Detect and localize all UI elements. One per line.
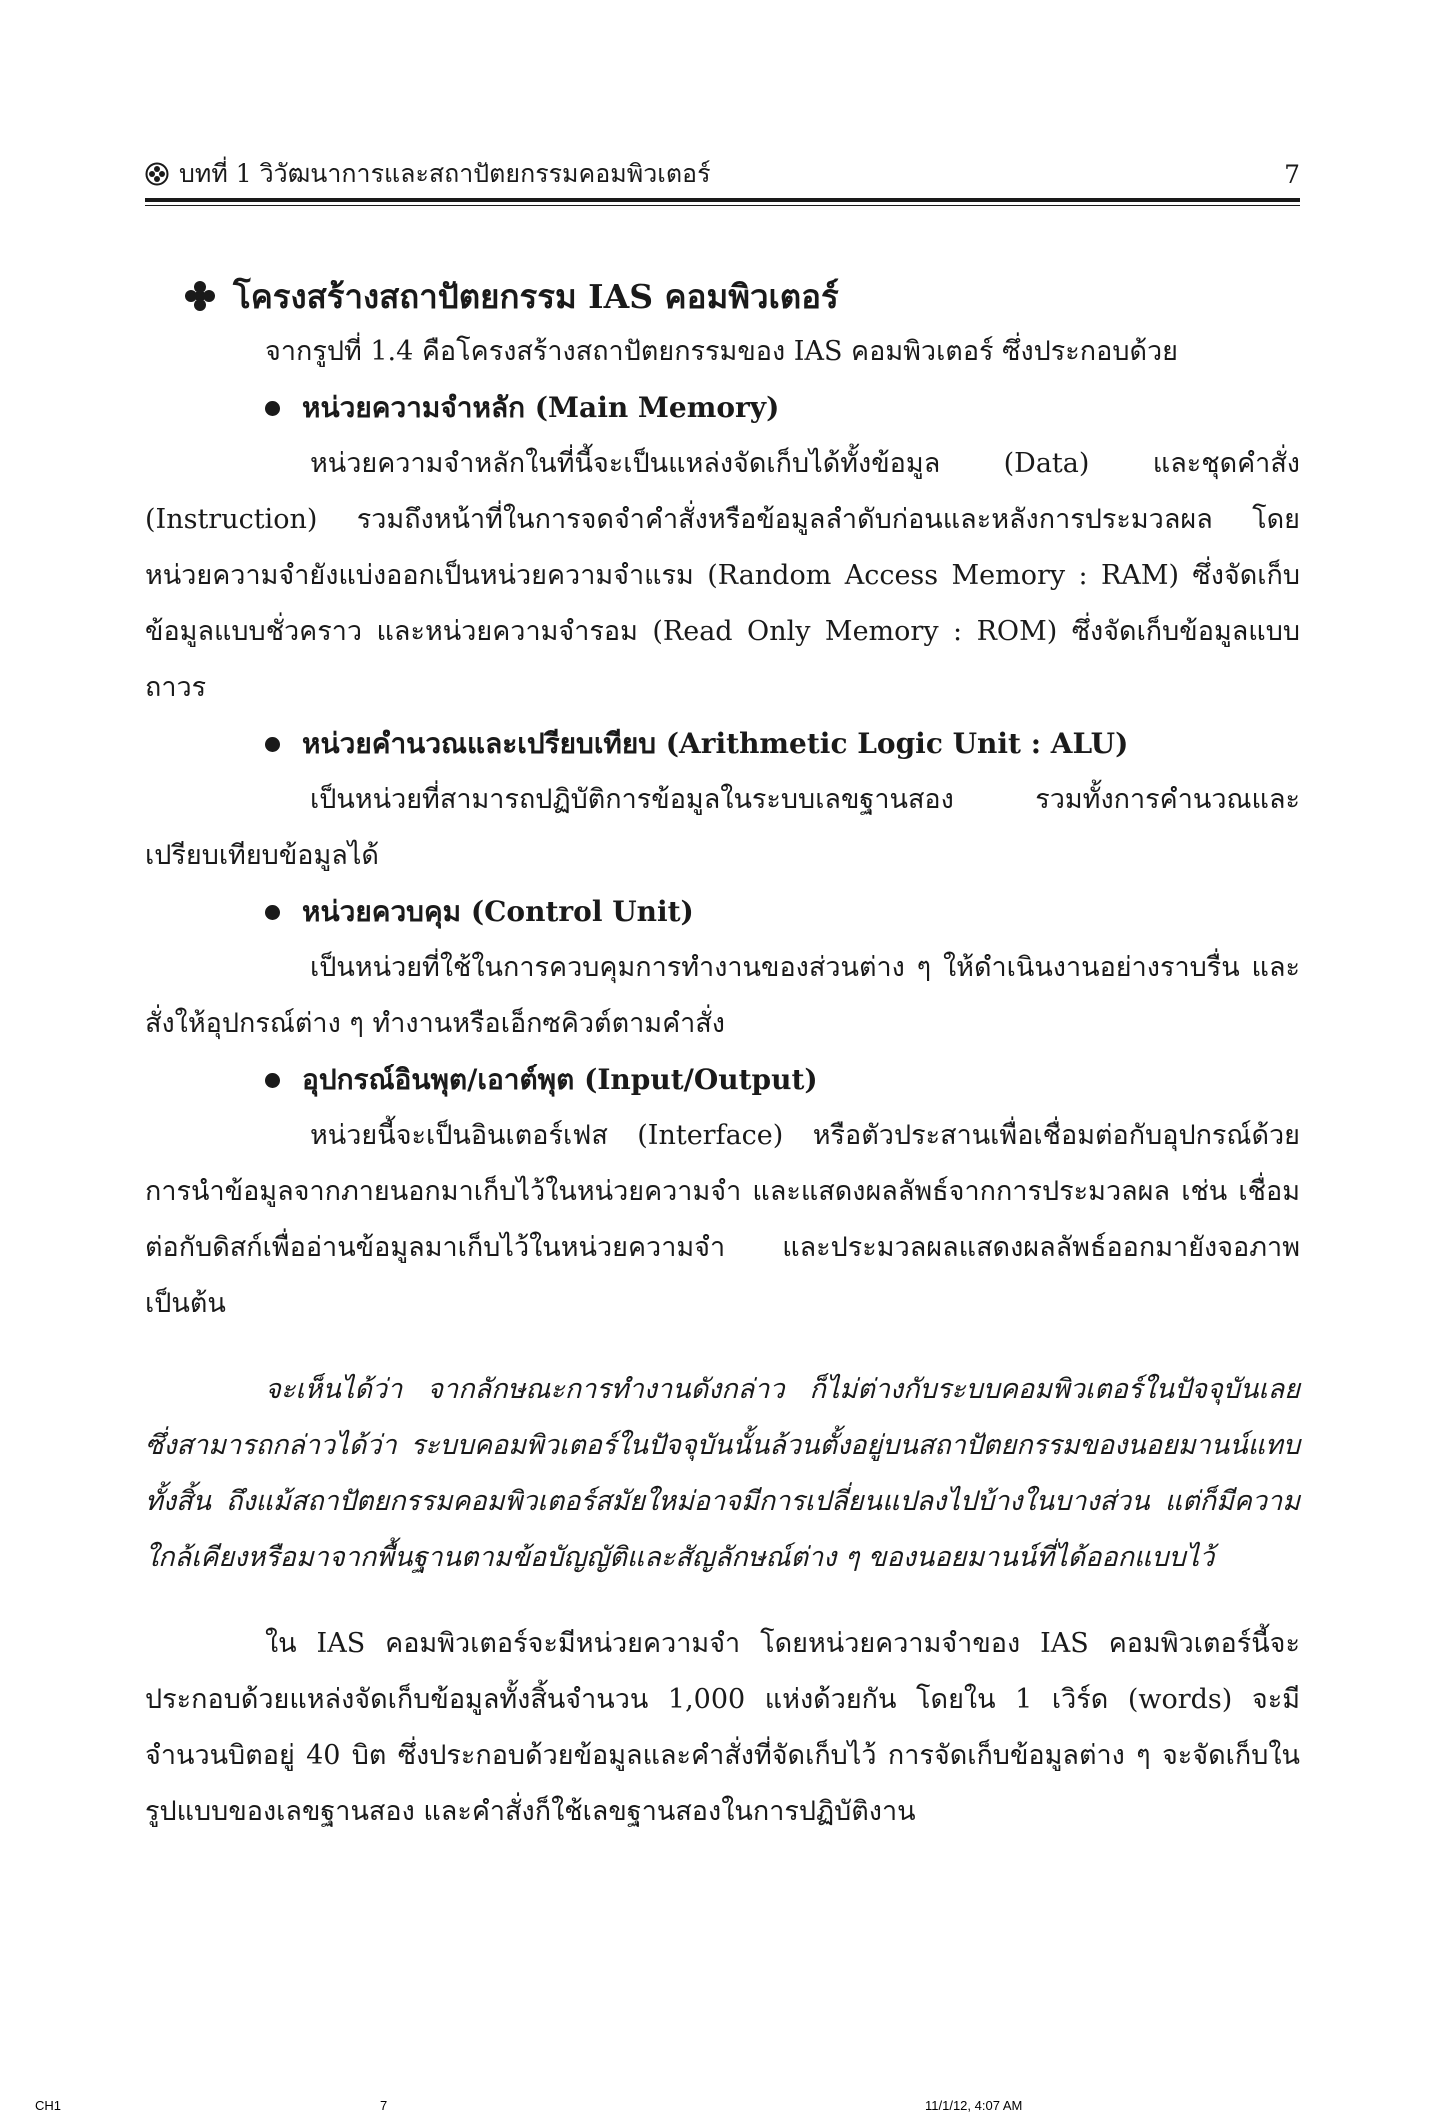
- flower-bullet-icon: [145, 162, 169, 186]
- bullet-heading: [265, 716, 1300, 772]
- footer-page-label: 7: [380, 2098, 388, 2113]
- main-content: [145, 268, 1300, 1840]
- bullet-body: หน่วยนี้จะเป็นอินเตอร์เฟส (Interface) หรือตัวประสานเพื่อเชื่อมต่อกับอุปกรณ์ด้วยการนำข้อมูลจากภายนอกมาเก็บไว้ในหน่วยความจำ และแสดงผลลัพธ์จากการประมวลผล เช่น เชื่อมต่อกับดิสก์เพื่ออ่านข้อมูลมาเก็บไว้ในหน่วยความจำ และประมวลผลแสดงผลลัพธ์ออกมายังจอภาพ เป็นต้น: [145, 1120, 1300, 1319]
- header-rule-thin: [145, 205, 1300, 206]
- list-item: [145, 1052, 1300, 1332]
- section-heading: [185, 268, 1300, 324]
- bullet-heading: [265, 884, 1300, 940]
- bullet-body: เป็นหน่วยที่สามารถปฏิบัติการข้อมูลในระบบเลขฐานสอง รวมทั้งการคำนวณและเปรียบเทียบข้อมูลได้: [145, 784, 1300, 871]
- footer-timestamp: 11/1/12, 4:07 AM: [925, 2098, 1023, 2113]
- bullet-title: หน่วยควบคุม (Control Unit): [302, 895, 694, 928]
- bullet-dot-icon: [265, 737, 280, 752]
- bullet-dot-icon: [265, 401, 280, 416]
- bullet-title: หน่วยความจำหลัก (Main Memory): [302, 391, 780, 424]
- page-header: [145, 156, 1300, 196]
- bullet-body: หน่วยความจำหลักในที่นี้จะเป็นแหล่งจัดเก็บได้ทั้งข้อมูล (Data) และชุดคำสั่ง (Instruction) รวมถึงหน้าที่ในการจดจำคำสั่งหรือข้อมูลลำดับก่อนและหลังการประมวลผล โดยหน่วยความจำยังแบ่งออกเป็นหน่วยความจำแรม (Random Access Memory : RAM) ซึ่งจัดเก็บข้อมูลแบบชั่วคราว และหน่วยความจำรอม (Read Only Memory : ROM) ซึ่งจัดเก็บข้อมูลแบบถาวร: [145, 448, 1300, 703]
- bullet-dot-icon: [265, 905, 280, 920]
- bullet-title: หน่วยคำนวณและเปรียบเทียบ (Arithmetic Logic Unit : ALU): [302, 727, 1129, 760]
- memory-paragraph: ใน IAS คอมพิวเตอร์จะมีหน่วยความจำ โดยหน่วยความจำของ IAS คอมพิวเตอร์นี้จะประกอบด้วยแหล่งจัดเก็บข้อมูลทั้งสิ้นจำนวน 1,000 แห่งด้วยกัน โดยใน 1 เวิร์ด (words) จะมีจำนวนบิตอยู่ 40 บิต ซึ่งประกอบด้วยข้อมูลและคำสั่งที่จัดเก็บไว้ การจัดเก็บข้อมูลต่าง ๆ จะจัดเก็บในรูปแบบของเลขฐานสอง และคำสั่งก็ใช้เลขฐานสองในการปฏิบัติงาน: [145, 1628, 1300, 1827]
- list-item: [145, 380, 1300, 716]
- bullet-heading: [265, 380, 1300, 436]
- italic-summary-paragraph: จะเห็นได้ว่า จากลักษณะการทำงานดังกล่าว ก็ไม่ต่างกับระบบคอมพิวเตอร์ในปัจจุบันเลย ซึ่งสามารถกล่าวได้ว่า ระบบคอมพิวเตอร์ในปัจจุบันนั้นล้วนตั้งอยู่บนสถาปัตยกรรมของนอยมานน์แทบทั้งสิ้น ถึงแม้สถาปัตยกรรมคอมพิวเตอร์สมัยใหม่อาจมีการเปลี่ยนแปลงไปบ้างในบางส่วน แต่ก็มีความใกล้เคียงหรือมาจากพื้นฐานตามข้อบัญญัติและสัญลักษณ์ต่าง ๆ ของนอยมานน์ที่ได้ออกแบบไว้: [145, 1374, 1300, 1573]
- bullet-title: อุปกรณ์อินพุต/เอาต์พุต (Input/Output): [302, 1063, 818, 1096]
- list-item: [145, 884, 1300, 1052]
- chapter-title: บทที่ 1 วิวัฒนาการและสถาปัตยกรรมคอมพิวเตอร์: [179, 159, 711, 188]
- section-title: โครงสร้างสถาปัตยกรรม IAS คอมพิวเตอร์: [233, 276, 839, 316]
- footer-file-label: CH1: [35, 2098, 62, 2113]
- bullet-dot-icon: [265, 1073, 280, 1088]
- bullet-heading: [265, 1052, 1300, 1108]
- list-item: [145, 716, 1300, 884]
- page-number: 7: [1284, 159, 1300, 189]
- header-rule-thick: [145, 198, 1300, 202]
- header-row: [145, 156, 1300, 192]
- print-footer: [0, 2098, 1432, 2118]
- bullet-body: เป็นหน่วยที่ใช้ในการควบคุมการทำงานของส่วนต่าง ๆ ให้ดำเนินงานอย่างราบรื่น และสั่งให้อุปกรณ์ต่าง ๆ ทำงานหรือเอ็กซคิวต์ตามคำสั่ง: [145, 952, 1300, 1039]
- header-left: [145, 154, 711, 194]
- four-point-cross-icon: [185, 281, 215, 311]
- section-intro: จากรูปที่ 1.4 คือโครงสร้างสถาปัตยกรรมของ IAS คอมพิวเตอร์ ซึ่งประกอบด้วย: [265, 336, 1179, 367]
